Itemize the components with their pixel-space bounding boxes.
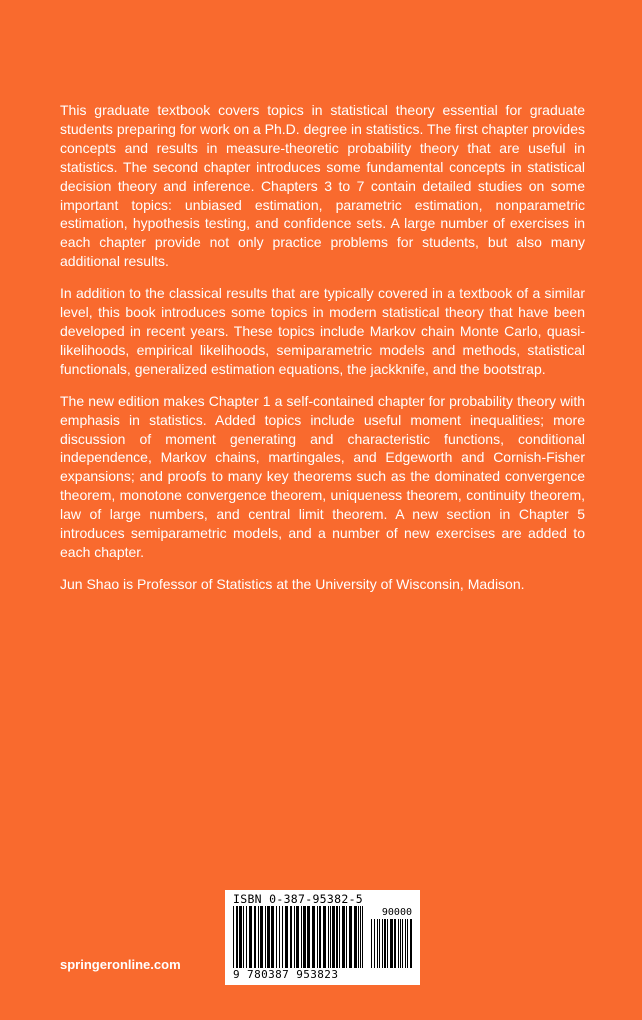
barcode-bar <box>400 919 401 968</box>
addon-barcode-bars <box>371 919 413 968</box>
barcode-bar <box>405 919 406 968</box>
barcode-bar <box>390 919 393 968</box>
barcode-bar <box>294 906 295 968</box>
blurb-paragraph-1: This graduate textbook covers topics in statistical theory essential for graduate students preparing for work on a Ph.D. degree in statistics. The first chapter provides concepts and results in measure-theoretic probability theory that are useful in statistics. The second chapter introduces some fundamental concepts in statistical decision theory and inference. Chapters 3 to 7 contain detailed studies on some important topics: unbiased estimation, parametric estimation, nonparametric estimation, hypothesis testing, and confidence sets. A large number of exercises in each chapter provide not only practice problems for students, but also many additional results. <box>60 102 585 270</box>
price-addon-number: 90000 <box>381 907 412 918</box>
barcode-bar <box>254 906 256 968</box>
barcode-bar <box>382 919 383 968</box>
isbn-number: ISBN 0-387-95382-5 <box>233 892 364 906</box>
barcode-bar <box>371 919 372 968</box>
barcode-bar <box>285 906 288 968</box>
barcode-bar <box>312 906 315 968</box>
barcode-bar <box>387 919 388 968</box>
barcode-bar <box>394 919 396 968</box>
barcode-bar <box>267 906 270 968</box>
barcode-bar <box>236 906 238 968</box>
barcode-bar <box>258 906 259 968</box>
barcode-bar <box>346 906 347 968</box>
barcode-bar <box>249 906 252 968</box>
barcode-bar <box>374 919 375 968</box>
barcode-bar <box>358 906 359 968</box>
barcode-bar <box>296 906 299 968</box>
blurb-paragraph-3: The new edition makes Chapter 1 a self-contained chapter for probability theory with emphasis in statistics. Added topics include useful moment inequalities; more discussion of moment generating and characteristic functions, conditional independence, Markov chains, martingales, and Edgeworth and Cornish-Fisher expansions; and proofs to many key theorems such as the dominated convergence theorem, monotone convergence theorem, uniqueness theorem, continuity theorem, law of large numbers, and central limit theorem. A new section in Chapter 5 introduces semiparametric models, and a number of new exercises are added to each chapter. <box>60 392 585 560</box>
author-bio: Jun Shao is Professor of Statistics at the University of Wisconsin, Madison. <box>60 575 525 592</box>
barcode-bar <box>290 906 292 968</box>
barcode-bar <box>349 906 352 968</box>
barcode-bar <box>330 906 331 968</box>
barcode-bar <box>301 906 302 968</box>
barcode-bar <box>279 906 280 968</box>
barcode-bar <box>354 906 357 968</box>
barcode-bar <box>243 906 244 968</box>
barcode-bar <box>398 919 399 968</box>
ean-barcode-bars <box>233 906 365 968</box>
barcode-bar <box>307 906 310 968</box>
barcode-bar <box>339 906 340 968</box>
ean-number: 9 780387 953823 <box>233 968 339 981</box>
back-cover-blurb <box>60 101 585 607</box>
blurb-paragraph-2: In addition to the classical results that are typically covered in a textbook of a similar level, this book introduces some topics in modern statistical theory that have been developed in recent years. These topics include Markov chain Monte Carlo, quasi-likelihoods, empirical likelihoods, semiparametric models and methods, statistical functionals, generalized estimation equations, the jackknife, and the bootstrap. <box>60 285 585 377</box>
barcode-bar <box>410 919 412 968</box>
barcode-bar <box>402 919 403 968</box>
publisher-url[interactable]: springeronline.com <box>60 957 181 972</box>
barcode-bar <box>407 919 408 968</box>
barcode-bar <box>265 906 266 968</box>
barcode-bar <box>336 906 338 968</box>
barcode-bar <box>379 919 380 968</box>
barcode-bar <box>384 919 386 968</box>
barcode-bar <box>332 906 335 968</box>
barcode-bar <box>233 906 234 968</box>
barcode-bar <box>246 906 247 968</box>
barcode-bar <box>360 906 361 968</box>
barcode-bar <box>260 906 263 968</box>
barcode-bar <box>282 906 283 968</box>
barcode-bar <box>377 919 378 968</box>
barcode-bar <box>362 906 363 968</box>
barcode-bar <box>328 906 329 968</box>
barcode-bar <box>319 906 321 968</box>
barcode-bar <box>271 906 274 968</box>
barcode-bar <box>323 906 326 968</box>
isbn-barcode <box>225 890 420 985</box>
barcode-bar <box>342 906 345 968</box>
barcode-bar <box>317 906 318 968</box>
barcode-bar <box>239 906 242 968</box>
barcode-bar <box>303 906 306 968</box>
barcode-bar <box>276 906 277 968</box>
